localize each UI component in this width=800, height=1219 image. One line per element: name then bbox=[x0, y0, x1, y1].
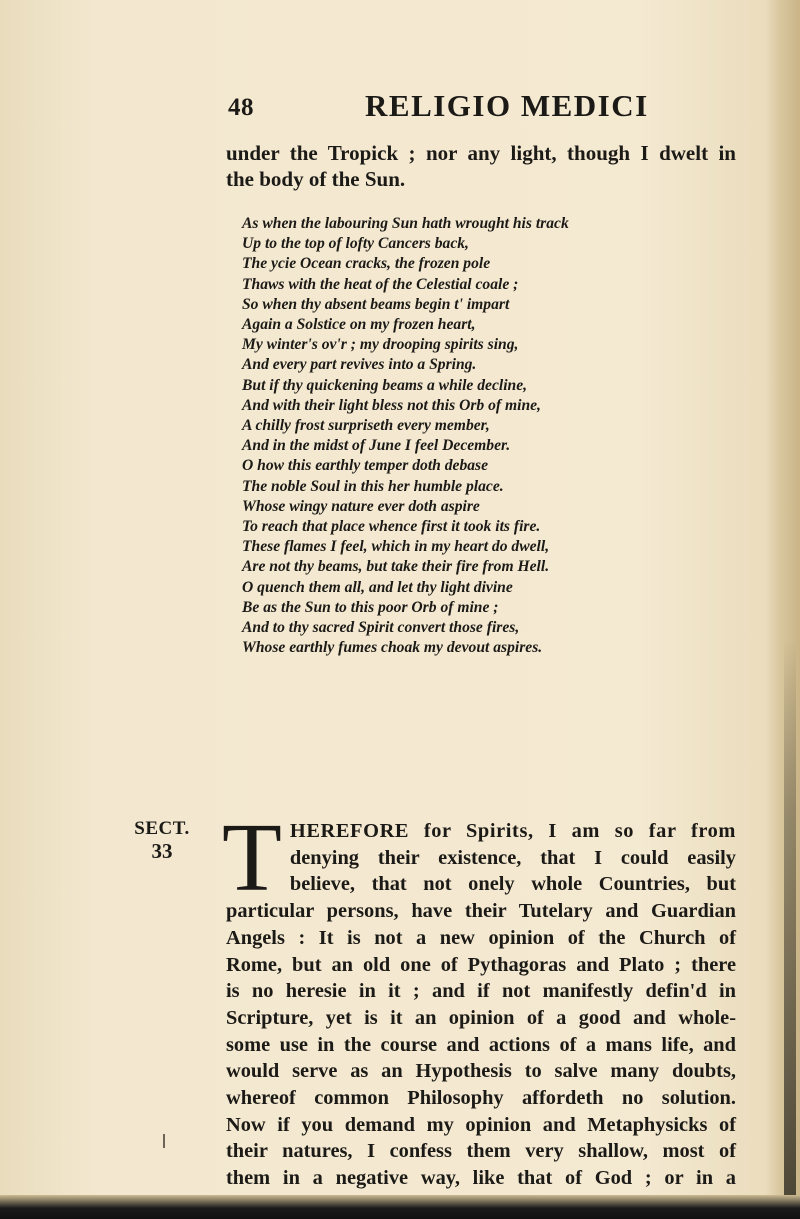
page-header bbox=[0, 88, 800, 128]
text-line: particular persons, have their Tutelary and Guardian bbox=[226, 900, 736, 923]
text-line: some use in the course and actions of a mans life, and bbox=[226, 1033, 736, 1056]
poem-line: And to thy sacred Spirit convert those fires, bbox=[242, 619, 520, 637]
text-line: is no heresie in it ; and if not manifestly defin'd in bbox=[226, 980, 736, 1003]
text-line: denying their existence, that I could easily bbox=[289, 846, 736, 869]
poem-line: So when thy absent beams begin t' impart bbox=[242, 295, 510, 313]
text-line: Scripture, yet is it an opinion of a good and whole- bbox=[226, 1006, 736, 1029]
poem-line: Are not thy beams, but take their fire from Hell. bbox=[242, 558, 550, 576]
poem-line: O how this earthly temper doth debase bbox=[242, 457, 489, 475]
drop-cap: T bbox=[222, 804, 282, 912]
poem-line: The ycie Ocean cracks, the frozen pole bbox=[242, 255, 491, 273]
text-line: would serve as an Hypothesis to salve many doubts, bbox=[226, 1060, 736, 1083]
continuation-paragraph bbox=[226, 140, 736, 192]
poem-line: Again a Solstice on my frozen heart, bbox=[242, 316, 476, 334]
poem-line: The noble Soul in this her humble place. bbox=[242, 477, 504, 495]
page-number: 48 bbox=[228, 94, 254, 121]
text-line: Angels : It is not a new opinion of the Church of bbox=[226, 926, 736, 949]
section-label: SECT. bbox=[134, 818, 190, 839]
poem-line: And in the midst of June I feel December. bbox=[242, 437, 511, 455]
poem-line: Whose earthly fumes choak my devout aspires. bbox=[242, 639, 543, 657]
poem-line: But if thy quickening beams a while decline, bbox=[242, 376, 528, 394]
poem-line: As when the labouring Sun hath wrought his track bbox=[242, 215, 569, 232]
poem-line: Up to the top of lofty Cancers back, bbox=[242, 235, 469, 253]
text-line: whereof common Philosophy affordeth no solution. bbox=[226, 1087, 736, 1110]
text-line: HEREFORE for Spirits, I am so far from bbox=[289, 820, 736, 842]
poem-line: And with their light bless not this Orb of mine, bbox=[242, 396, 541, 414]
poem-line: Whose wingy nature ever doth aspire bbox=[242, 497, 480, 515]
text-line: under the Tropick ; nor any light, though I dwelt in bbox=[226, 141, 736, 165]
text-line: their natures, I confess them very shallow, most of bbox=[226, 1140, 736, 1163]
poem-line: And every part revives into a Spring. bbox=[242, 356, 477, 374]
poem-line: These flames I feel, which in my heart do dwell, bbox=[242, 538, 550, 556]
scan-bottom-edge bbox=[0, 1195, 800, 1219]
running-head: RELIGIO MEDICI bbox=[365, 88, 649, 123]
poem-line: O quench them all, and let thy light divine bbox=[242, 578, 513, 596]
paper-mark bbox=[163, 1134, 165, 1148]
text-line: Now if you demand my opinion and Metaphysicks of bbox=[226, 1113, 736, 1136]
section-paragraph bbox=[222, 804, 736, 1192]
poem-line: To reach that place whence first it took its fire. bbox=[242, 518, 541, 536]
section-marker bbox=[132, 818, 192, 862]
text-line: them in a negative way, like that of God ; or in a bbox=[226, 1167, 736, 1190]
poem-line: My winter's ov'r ; my drooping spirits sing, bbox=[242, 336, 519, 354]
text-line: Rome, but an old one of Pythagoras and Plato ; there bbox=[226, 953, 736, 976]
poem-line: Thaws with the heat of the Celestial coale ; bbox=[242, 275, 519, 293]
poem bbox=[242, 214, 712, 658]
page-edge-shadow bbox=[766, 0, 800, 1219]
text-line: the body of the Sun. bbox=[226, 167, 406, 191]
poem-line: A chilly frost surpriseth every member, bbox=[242, 417, 490, 435]
text-line: believe, that not onely whole Countries, but bbox=[289, 873, 736, 896]
section-number: 33 bbox=[151, 839, 173, 863]
poem-line: Be as the Sun to this poor Orb of mine ; bbox=[242, 598, 499, 616]
